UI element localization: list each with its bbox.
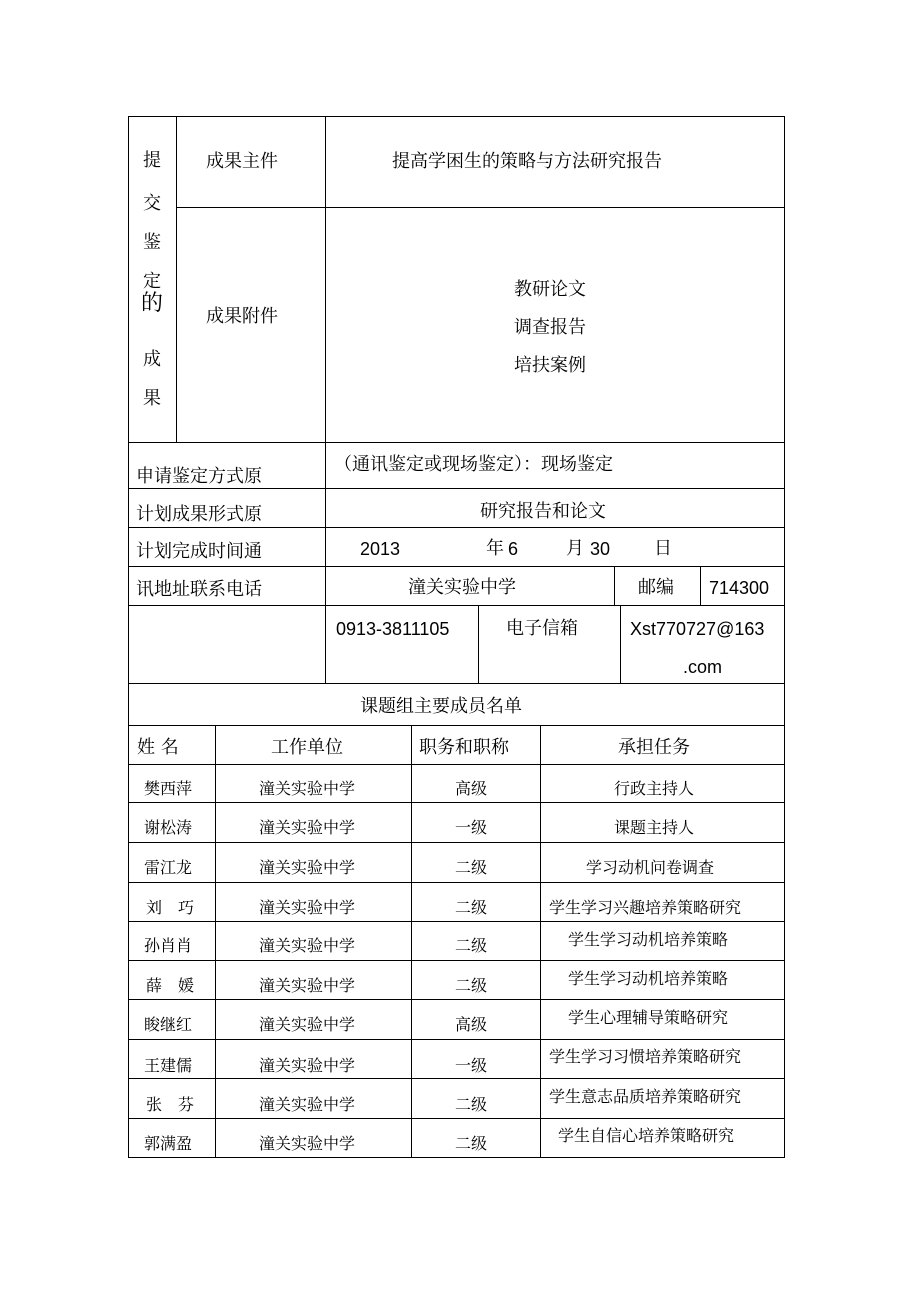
side-label-char: 鉴 — [143, 232, 161, 253]
side-label-char: 果 — [143, 388, 161, 409]
member-task: 学生心理辅导策略研究 — [568, 1008, 729, 1027]
address-label: 讯地址联系电话 — [136, 579, 262, 600]
grid-line — [128, 1118, 785, 1119]
member-task: 学生学习动机培养策略 — [568, 969, 729, 988]
attachment-label: 成果附件 — [206, 306, 278, 327]
grid-line — [128, 921, 785, 922]
grid-line — [128, 1078, 785, 1079]
member-title: 二级 — [455, 1134, 488, 1153]
phone-value: 0913-3811105 — [336, 619, 450, 639]
member-name: 张 芬 — [146, 1095, 195, 1114]
header-name: 姓 名 — [137, 737, 179, 758]
member-task: 学生自信心培养策略研究 — [558, 1126, 735, 1145]
time-day: 30 — [590, 539, 611, 559]
postcode-label: 邮编 — [638, 577, 674, 598]
time-year-unit: 年 — [486, 538, 504, 559]
method-label: 申请鉴定方式原 — [136, 466, 262, 487]
grid-line — [176, 207, 785, 208]
time-year: 2013 — [360, 539, 401, 559]
time-day-unit: 日 — [654, 538, 672, 559]
member-task: 学生学习习惯培养策略研究 — [549, 1047, 742, 1066]
header-title: 职务和职称 — [419, 737, 509, 758]
grid-line — [128, 842, 785, 843]
attachment-item: 培扶案例 — [514, 355, 586, 376]
member-title: 二级 — [455, 898, 488, 917]
member-name: 樊西萍 — [144, 779, 193, 798]
grid-line — [128, 960, 785, 961]
grid-line — [176, 116, 177, 442]
grid-line — [128, 725, 785, 726]
side-label-char: 的 — [141, 291, 164, 316]
member-task: 行政主持人 — [614, 779, 695, 798]
grid-line — [128, 882, 785, 883]
member-unit: 潼关实验中学 — [259, 818, 356, 837]
grid-line — [700, 566, 701, 606]
member-title: 高级 — [455, 1015, 488, 1034]
border-right — [784, 116, 785, 1158]
member-unit: 潼关实验中学 — [259, 858, 356, 877]
time-label: 计划完成时间通 — [136, 541, 262, 562]
member-name: 睃继红 — [144, 1015, 193, 1034]
grid-line — [128, 802, 785, 803]
member-name: 雷江龙 — [144, 858, 193, 877]
grid-line — [128, 605, 785, 606]
grid-line — [411, 725, 412, 1158]
grid-line — [128, 488, 785, 489]
grid-line — [128, 1039, 785, 1040]
member-name: 孙肖肖 — [144, 936, 193, 955]
member-title: 一级 — [455, 1056, 488, 1075]
member-title: 二级 — [455, 858, 488, 877]
grid-line — [128, 442, 785, 443]
postcode-value: 714300 — [709, 578, 770, 598]
grid-line — [478, 605, 479, 684]
member-task: 学生学习动机培养策略 — [568, 930, 729, 949]
side-label-char: 提 — [143, 150, 161, 171]
member-task: 学生意志品质培养策略研究 — [549, 1087, 742, 1106]
member-name: 王建儒 — [144, 1056, 193, 1075]
grid-line — [614, 566, 615, 606]
attachment-item: 调查报告 — [514, 317, 586, 338]
member-unit: 潼关实验中学 — [259, 936, 356, 955]
border-top — [128, 116, 785, 117]
email-label: 电子信箱 — [506, 618, 578, 639]
member-unit: 潼关实验中学 — [259, 779, 356, 798]
method-value: （通讯鉴定或现场鉴定）：现场鉴定 — [334, 454, 613, 475]
side-label-char: 定 — [143, 271, 161, 292]
members-title: 课题组主要成员名单 — [360, 696, 522, 717]
member-name: 郭满盈 — [144, 1134, 193, 1153]
time-month-unit: 月 — [566, 538, 584, 559]
member-name: 刘 巧 — [146, 898, 195, 917]
member-title: 一级 — [455, 818, 488, 837]
member-unit: 潼关实验中学 — [259, 976, 356, 995]
grid-line — [128, 527, 785, 528]
address-value: 潼关实验中学 — [408, 577, 516, 598]
border-left — [128, 116, 129, 1158]
member-title: 高级 — [455, 779, 488, 798]
email-value: Xst770727@163 — [630, 619, 765, 639]
attachment-item: 教研论文 — [514, 279, 586, 300]
grid-line — [128, 566, 785, 567]
grid-line — [128, 999, 785, 1000]
grid-line — [620, 605, 621, 684]
grid-line — [128, 764, 785, 765]
time-month: 6 — [508, 539, 519, 559]
member-unit: 潼关实验中学 — [259, 1056, 356, 1075]
form-label: 计划成果形式原 — [136, 504, 262, 525]
grid-line — [128, 683, 785, 684]
email-value-cont: .com — [683, 657, 723, 677]
member-title: 二级 — [455, 1095, 488, 1114]
member-name: 薛 媛 — [146, 976, 195, 995]
member-unit: 潼关实验中学 — [259, 898, 356, 917]
grid-line — [540, 725, 541, 1158]
member-title: 二级 — [455, 936, 488, 955]
grid-line — [325, 116, 326, 683]
member-task: 课题主持人 — [614, 818, 695, 837]
main-result-label: 成果主件 — [206, 151, 278, 172]
member-unit: 潼关实验中学 — [259, 1015, 356, 1034]
form-value: 研究报告和论文 — [480, 501, 606, 522]
member-task: 学习动机问卷调查 — [586, 858, 715, 877]
side-label-char: 成 — [143, 349, 161, 370]
member-task: 学生学习兴趣培养策略研究 — [549, 898, 742, 917]
border-bottom — [128, 1157, 785, 1158]
member-unit: 潼关实验中学 — [259, 1134, 356, 1153]
header-unit: 工作单位 — [271, 737, 343, 758]
grid-line — [215, 725, 216, 1158]
member-title: 二级 — [455, 976, 488, 995]
side-label-char: 交 — [143, 193, 161, 214]
header-task: 承担任务 — [618, 737, 690, 758]
member-name: 谢松涛 — [144, 818, 193, 837]
member-unit: 潼关实验中学 — [259, 1095, 356, 1114]
main-result-value: 提高学困生的策略与方法研究报告 — [392, 151, 662, 172]
